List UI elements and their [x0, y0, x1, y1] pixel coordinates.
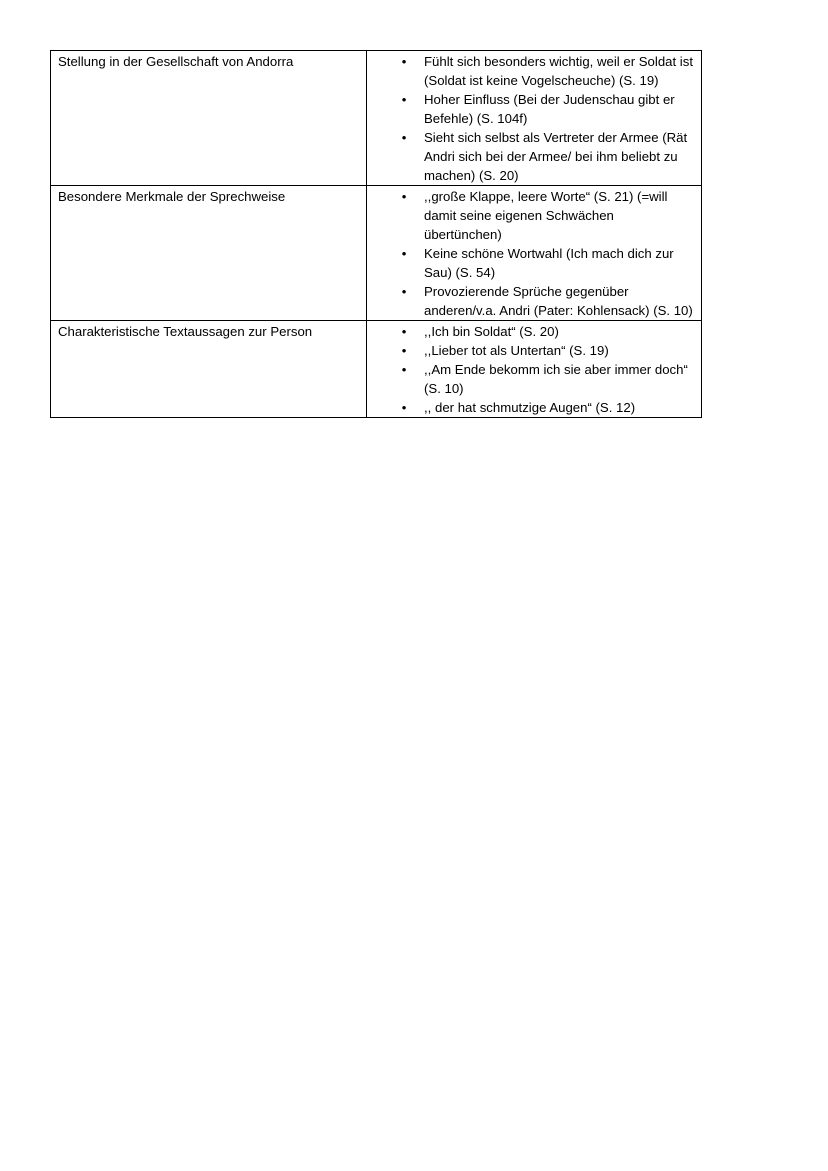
- bullet-list: [367, 187, 693, 320]
- list-item: [367, 187, 693, 244]
- table-row: [51, 321, 702, 418]
- list-item-text: Provozierende Sprüche gegenüber anderen/v.a. Andri (Pater: Kohlensack) (S. 10): [424, 284, 693, 318]
- list-item-text: Sieht sich selbst als Vertreter der Armee (Rät Andri sich bei der Armee/ bei ihm beliebt zu machen) (S. 20): [424, 130, 688, 183]
- row-label-cell: [51, 321, 367, 418]
- character-table: [50, 50, 702, 418]
- bullet-icon: •: [401, 324, 407, 339]
- list-item: [367, 341, 693, 360]
- list-item-text: Hoher Einfluss (Bei der Judenschau gibt er Befehle) (S. 104f): [424, 92, 675, 126]
- list-item-text: Keine schöne Wortwahl (Ich mach dich zur Sau) (S. 54): [424, 246, 674, 280]
- bullet-list: [367, 52, 693, 185]
- bullet-icon: •: [401, 54, 407, 69]
- row-label-cell: [51, 51, 367, 186]
- list-item-text: ,,Lieber tot als Untertan“ (S. 19): [424, 343, 609, 358]
- row-label: Besondere Merkmale der Sprechweise: [58, 189, 286, 204]
- bullet-icon: •: [401, 400, 407, 415]
- list-item: [367, 128, 693, 185]
- bullet-icon: •: [401, 246, 407, 261]
- row-list-cell: [367, 186, 702, 321]
- list-item: [367, 322, 693, 341]
- bullet-icon: •: [401, 189, 407, 204]
- list-item: [367, 360, 693, 398]
- list-item: [367, 398, 693, 417]
- table-row: [51, 51, 702, 186]
- row-label: Charakteristische Textaussagen zur Person: [58, 324, 313, 339]
- list-item: [367, 52, 693, 90]
- list-item: [367, 282, 693, 320]
- bullet-icon: •: [401, 284, 407, 299]
- list-item-text: ,,große Klappe, leere Worte“ (S. 21) (=will damit seine eigenen Schwächen übertünchen): [424, 189, 668, 242]
- bullet-list: [367, 322, 693, 417]
- bullet-icon: •: [401, 343, 407, 358]
- row-label-cell: [51, 186, 367, 321]
- table-row: [51, 186, 702, 321]
- bullet-icon: •: [401, 362, 407, 377]
- list-item: [367, 90, 693, 128]
- list-item-text: Fühlt sich besonders wichtig, weil er Soldat ist (Soldat ist keine Vogelscheuche) (S. 19): [424, 54, 693, 88]
- list-item: [367, 244, 693, 282]
- bullet-icon: •: [401, 92, 407, 107]
- row-list-cell: [367, 51, 702, 186]
- list-item-text: ,, der hat schmutzige Augen“ (S. 12): [424, 400, 636, 415]
- list-item-text: ,,Am Ende bekomm ich sie aber immer doch“ (S. 10): [424, 362, 688, 396]
- row-list-cell: [367, 321, 702, 418]
- row-label: Stellung in der Gesellschaft von Andorra: [58, 54, 294, 69]
- list-item-text: ,,Ich bin Soldat“ (S. 20): [424, 324, 559, 339]
- bullet-icon: •: [401, 130, 407, 145]
